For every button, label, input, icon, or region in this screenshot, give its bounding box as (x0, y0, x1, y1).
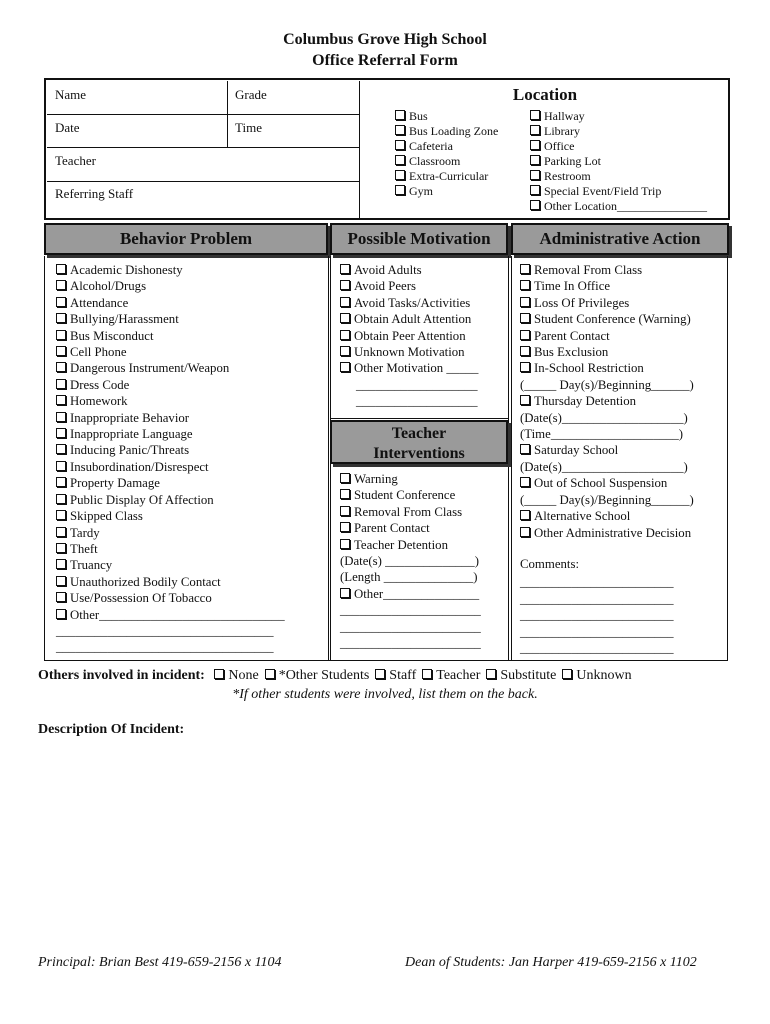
motivation-option[interactable]: Other Motivation _____ (340, 360, 478, 376)
behavior-option[interactable]: Academic Dishonesty (56, 262, 285, 278)
behavior-option[interactable]: Use/Possession Of Tobacco (56, 590, 285, 606)
checkbox[interactable] (340, 280, 350, 290)
admin-action-option[interactable]: Removal From Class (520, 262, 694, 278)
checkbox[interactable] (340, 522, 350, 532)
admin-action-option[interactable]: Thursday Detention (520, 393, 694, 409)
admin-detail-line: (Date(s)___________________) (520, 410, 688, 425)
comment-line: ________________________ (520, 575, 674, 590)
intervention-option[interactable]: Teacher Detention (340, 537, 481, 553)
checkbox[interactable] (530, 200, 540, 210)
possible-motivation-header: Possible Motivation (330, 223, 508, 255)
checkbox[interactable] (56, 576, 66, 586)
motivation-option[interactable]: Avoid Tasks/Activities (340, 295, 478, 311)
checkbox[interactable] (520, 527, 530, 537)
blank-line: ______________________ (340, 619, 481, 634)
blank-line: ___________________ (356, 377, 478, 392)
location-col-1 (395, 109, 498, 199)
behavior-option[interactable]: Insubordination/Disrespect (56, 459, 285, 475)
others-involved-row (38, 668, 632, 684)
admin-detail-line: (_____ Day(s)/Beginning______) (520, 377, 694, 392)
location-option[interactable]: Classroom (395, 154, 498, 169)
blank-line: ______________________ (340, 636, 481, 651)
comment-line: ________________________ (520, 624, 674, 639)
admin-detail-line: (_____ Day(s)/Beginning______) (520, 492, 694, 507)
others-involved-label: Others involved in incident: (38, 668, 205, 683)
behavior-option[interactable]: Truancy (56, 557, 285, 573)
intervention-other[interactable]: Other_______________ (340, 586, 481, 602)
checkbox[interactable] (562, 669, 572, 679)
admin-action-option[interactable]: Parent Contact (520, 328, 694, 344)
grade-field[interactable]: Grade (235, 87, 267, 102)
behavior-option[interactable]: Inducing Panic/Threats (56, 442, 285, 458)
location-col-2 (530, 109, 707, 214)
comments-block (520, 556, 674, 656)
date-field[interactable]: Date (55, 120, 80, 135)
checkbox[interactable] (56, 395, 66, 405)
checkbox[interactable] (56, 379, 66, 389)
admin-action-option[interactable]: Time In Office (520, 278, 694, 294)
checkbox[interactable] (395, 110, 405, 120)
checkbox[interactable] (340, 264, 350, 274)
principal-contact: Principal: Brian Best 419-659-2156 x 1104 (38, 955, 282, 970)
location-option[interactable]: Bus (395, 109, 498, 124)
admin-action-option[interactable]: In-School Restriction (520, 360, 694, 376)
checkbox[interactable] (56, 510, 66, 520)
admin-action-option[interactable]: Student Conference (Warning) (520, 311, 694, 327)
form-title: Office Referral Form (312, 52, 458, 69)
location-option[interactable]: Restroom (530, 169, 707, 184)
checkbox[interactable] (340, 473, 350, 483)
blank-line: __________________________________ (56, 640, 274, 655)
motivation-option[interactable]: Avoid Peers (340, 278, 478, 294)
behavior-option[interactable]: Homework (56, 393, 285, 409)
others-option[interactable]: *Other Students (265, 668, 370, 683)
checkbox[interactable] (56, 412, 66, 422)
checkbox[interactable] (56, 297, 66, 307)
intervention-option[interactable]: Warning (340, 471, 481, 487)
checkbox[interactable] (486, 669, 496, 679)
intervention-option[interactable]: Student Conference (340, 487, 481, 503)
location-option[interactable]: Other Location_______________ (530, 199, 707, 214)
teacher-field[interactable]: Teacher (55, 153, 96, 168)
checkbox[interactable] (265, 669, 275, 679)
checkbox[interactable] (56, 527, 66, 537)
administrative-action-header: Administrative Action (511, 223, 729, 255)
checkbox[interactable] (530, 155, 540, 165)
teacher-interventions-header: Teacher Interventions (330, 420, 508, 464)
behavior-option[interactable]: Dress Code (56, 377, 285, 393)
checkbox[interactable] (340, 506, 350, 516)
checkbox[interactable] (520, 313, 530, 323)
checkbox[interactable] (340, 330, 350, 340)
checkbox[interactable] (56, 609, 66, 619)
detention-length-line: (Length ______________) (340, 570, 478, 585)
referring-staff-field[interactable]: Referring Staff (55, 186, 134, 201)
checkbox[interactable] (56, 362, 66, 372)
behavior-option[interactable]: Public Display Of Affection (56, 492, 285, 508)
motivation-option[interactable]: Obtain Peer Attention (340, 328, 478, 344)
behavior-option[interactable]: Cell Phone (56, 344, 285, 360)
behavior-option[interactable]: Property Damage (56, 475, 285, 491)
location-option[interactable]: Hallway (530, 109, 707, 124)
location-option[interactable]: Special Event/Field Trip (530, 184, 707, 199)
checkbox[interactable] (395, 185, 405, 195)
motivation-option[interactable]: Unknown Motivation (340, 344, 478, 360)
checkbox[interactable] (56, 461, 66, 471)
checkbox[interactable] (520, 510, 530, 520)
name-field[interactable]: Name (55, 87, 87, 102)
motivation-list (340, 262, 478, 410)
comment-line: ________________________ (520, 608, 674, 623)
behavior-option[interactable]: Skipped Class (56, 508, 285, 524)
behavior-option[interactable]: Unauthorized Bodily Contact (56, 574, 285, 590)
blank-line: ______________________ (340, 603, 481, 618)
checkbox[interactable] (520, 280, 530, 290)
checkbox[interactable] (520, 297, 530, 307)
checkbox[interactable] (56, 313, 66, 323)
checkbox[interactable] (340, 346, 350, 356)
checkbox[interactable] (375, 669, 385, 679)
checkbox[interactable] (395, 140, 405, 150)
detention-date-line: (Date(s) ______________) (340, 554, 479, 569)
blank-line: __________________________________ (56, 623, 274, 638)
location-title: Location (512, 85, 578, 104)
location-option[interactable]: Gym (395, 184, 498, 199)
checkbox[interactable] (56, 280, 66, 290)
checkbox[interactable] (340, 313, 350, 323)
admin-action-option[interactable]: Saturday School (520, 442, 694, 458)
checkbox[interactable] (340, 362, 350, 372)
others-option[interactable]: Teacher (422, 668, 480, 683)
checkbox[interactable] (520, 444, 530, 454)
checkbox[interactable] (520, 362, 530, 372)
interventions-list (340, 471, 481, 651)
behavior-option[interactable]: Tardy (56, 525, 285, 541)
checkbox[interactable] (56, 346, 66, 356)
checkbox[interactable] (395, 125, 405, 135)
checkbox[interactable] (214, 669, 224, 679)
checkbox[interactable] (520, 346, 530, 356)
admin-action-option[interactable]: Out of School Suspension (520, 475, 694, 491)
others-option[interactable]: Staff (375, 668, 416, 683)
behavior-option[interactable]: Dangerous Instrument/Weapon (56, 360, 285, 376)
blank-line: ___________________ (356, 394, 478, 409)
checkbox[interactable] (56, 543, 66, 553)
checkbox[interactable] (56, 477, 66, 487)
others-option[interactable]: Substitute (486, 668, 556, 683)
location-option[interactable]: Cafeteria (395, 139, 498, 154)
behavior-option[interactable]: Attendance (56, 295, 285, 311)
checkbox[interactable] (340, 539, 350, 549)
behavior-problem-header: Behavior Problem (44, 223, 328, 255)
checkbox[interactable] (56, 444, 66, 454)
comment-line: ________________________ (520, 641, 674, 656)
admin-action-option[interactable]: Other Administrative Decision (520, 525, 694, 541)
admin-action-list (520, 262, 694, 541)
checkbox[interactable] (422, 669, 432, 679)
checkbox[interactable] (56, 494, 66, 504)
checkbox[interactable] (56, 428, 66, 438)
admin-detail-line: (Time____________________) (520, 427, 684, 442)
behavior-option[interactable]: Inappropriate Behavior (56, 410, 285, 426)
checkbox[interactable] (520, 264, 530, 274)
others-option[interactable]: Unknown (562, 668, 631, 683)
location-option[interactable]: Library (530, 124, 707, 139)
admin-detail-line: (Date(s)___________________) (520, 459, 688, 474)
checkbox[interactable] (56, 559, 66, 569)
dean-contact: Dean of Students: Jan Harper 419-659-2156 x 1102 (405, 955, 697, 970)
checkbox[interactable] (56, 592, 66, 602)
admin-action-option[interactable]: Loss Of Privileges (520, 295, 694, 311)
checkbox[interactable] (530, 185, 540, 195)
admin-action-option[interactable]: Alternative School (520, 508, 694, 524)
behavior-option[interactable]: Theft (56, 541, 285, 557)
school-name: Columbus Grove High School (283, 31, 487, 48)
behavior-option[interactable]: Other_____________________________ (56, 607, 285, 623)
description-label: Description Of Incident: (38, 722, 185, 737)
behavior-option[interactable]: Inappropriate Language (56, 426, 285, 442)
checkbox[interactable] (530, 110, 540, 120)
behavior-option[interactable]: Alcohol/Drugs (56, 278, 285, 294)
checkbox[interactable] (340, 588, 350, 598)
checkbox[interactable] (530, 140, 540, 150)
checkbox[interactable] (530, 170, 540, 180)
intervention-option[interactable]: Parent Contact (340, 520, 481, 536)
others-option[interactable]: None (214, 668, 258, 683)
checkbox[interactable] (395, 170, 405, 180)
location-option[interactable]: Extra-Curricular (395, 169, 498, 184)
others-note: *If other students were involved, list them on the back. (232, 687, 538, 702)
behavior-option[interactable]: Bus Misconduct (56, 328, 285, 344)
location-option[interactable]: Office (530, 139, 707, 154)
checkbox[interactable] (530, 125, 540, 135)
checkbox[interactable] (395, 155, 405, 165)
location-option[interactable]: Bus Loading Zone (395, 124, 498, 139)
admin-action-option[interactable]: Bus Exclusion (520, 344, 694, 360)
motivation-option[interactable]: Avoid Adults (340, 262, 478, 278)
checkbox[interactable] (520, 330, 530, 340)
intervention-option[interactable]: Removal From Class (340, 504, 481, 520)
behavior-option[interactable]: Bullying/Harassment (56, 311, 285, 327)
checkbox[interactable] (520, 395, 530, 405)
behavior-list (56, 262, 285, 656)
comments-label: Comments: (520, 557, 580, 571)
checkbox[interactable] (56, 330, 66, 340)
checkbox[interactable] (520, 477, 530, 487)
checkbox[interactable] (340, 489, 350, 499)
comment-line: ________________________ (520, 591, 674, 606)
location-option[interactable]: Parking Lot (530, 154, 707, 169)
info-fields-grid (47, 81, 359, 219)
checkbox[interactable] (340, 297, 350, 307)
time-field[interactable]: Time (235, 120, 262, 135)
checkbox[interactable] (56, 264, 66, 274)
motivation-option[interactable]: Obtain Adult Attention (340, 311, 478, 327)
